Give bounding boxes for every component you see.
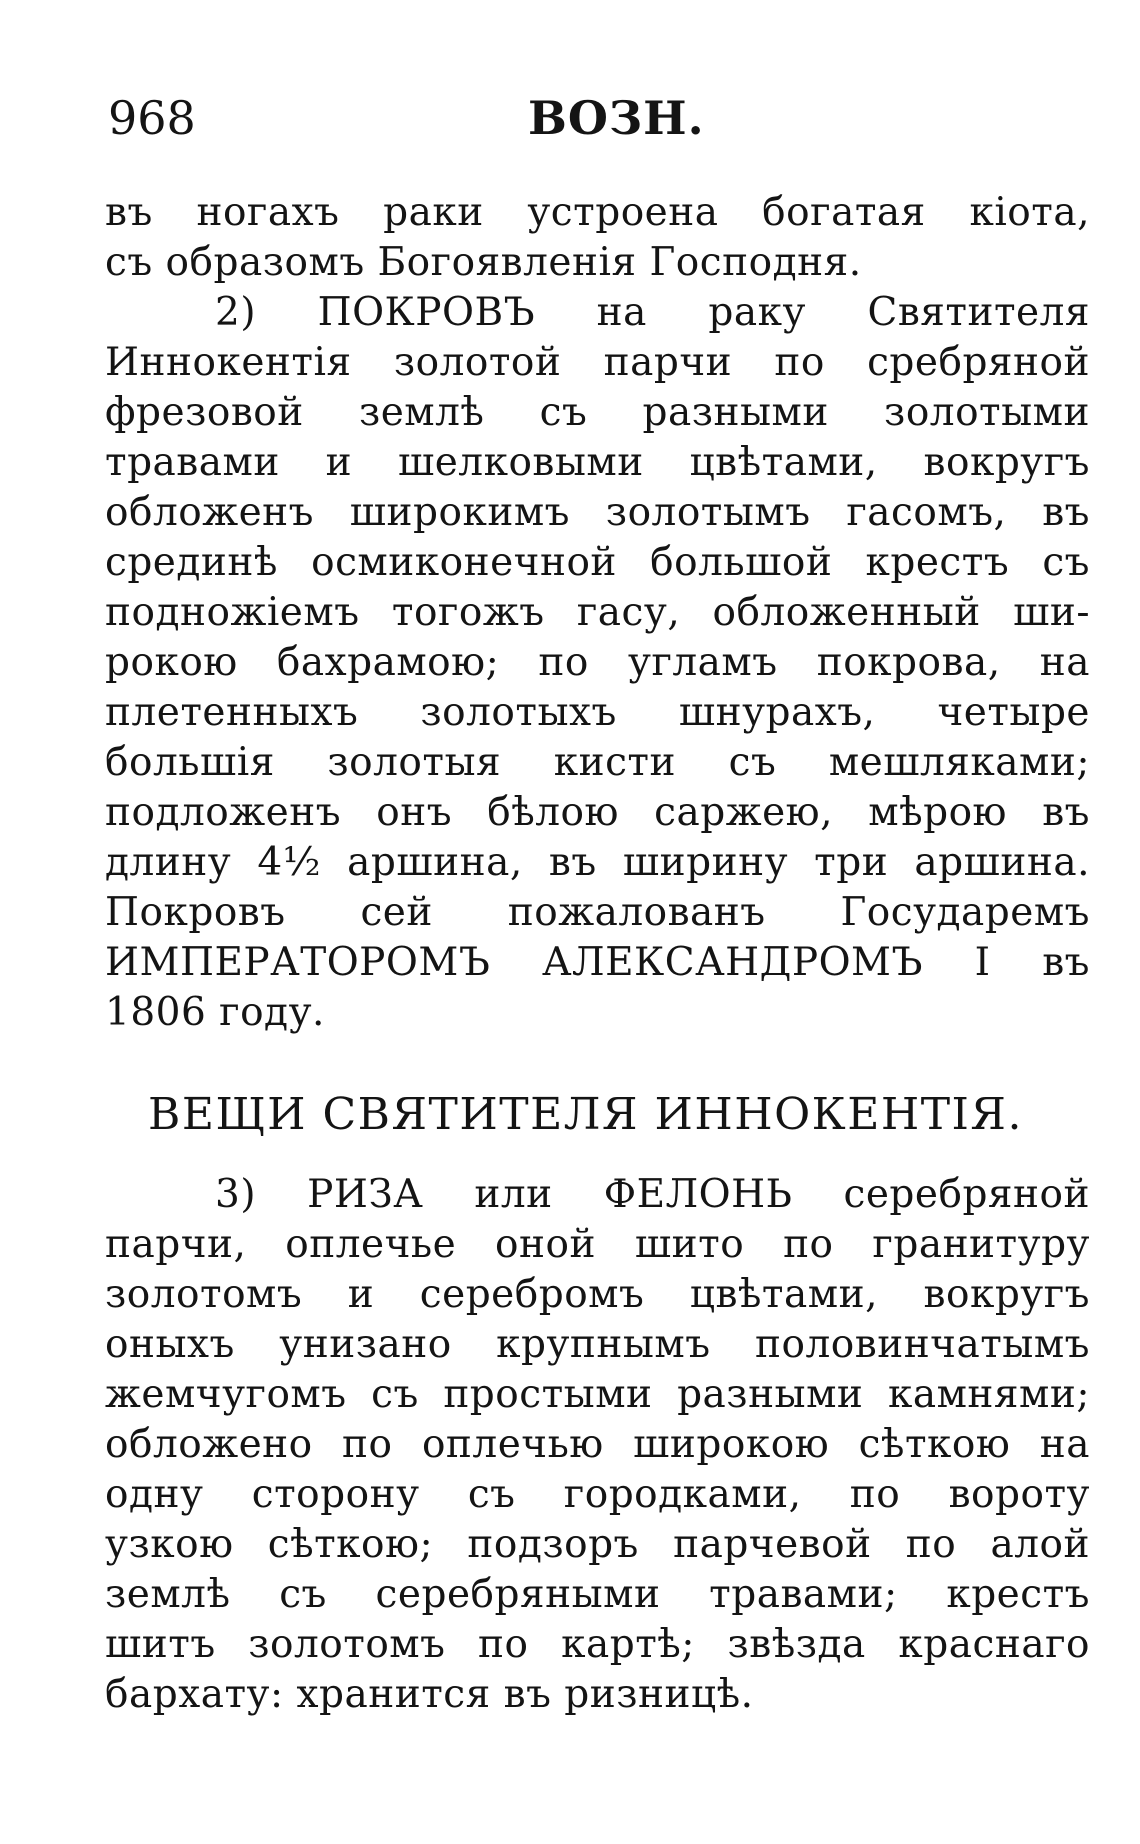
text-line: ИМПЕРАТОРОМЪ АЛЕКСАНДРОМЪ I въ [105, 940, 1090, 985]
text-line: землѣ съ серебряными травами; крестъ [105, 1572, 1090, 1617]
text-line: шитъ золотомъ по картѣ; звѣзда краснаго [105, 1622, 1090, 1667]
entry-text-block-1 [105, 188, 1090, 1038]
text-line: бархату: хранится въ ризницѣ. [105, 1672, 754, 1717]
text-line: жемчугомъ съ простыми разными камнями; [105, 1372, 1090, 1417]
text-line: 3) РИЗА или ФЕЛОНЬ серебряной [215, 1172, 1090, 1217]
text-line: 2) ПОКРОВЪ на раку Святителя [215, 290, 1090, 335]
entry-text-block-2 [105, 1170, 1090, 1720]
text-line: обложенъ широкимъ золотымъ гасомъ, въ [105, 490, 1090, 535]
section-heading: ВЕЩИ СВЯТИТЕЛЯ ИННОКЕНТІЯ. [148, 1089, 1023, 1140]
text-line: подножіемъ тогожъ гасу, обложенный ши- [105, 590, 1090, 635]
text-line: Покровъ сей пожалованъ Государемъ [105, 890, 1090, 935]
text-line: плетенныхъ золотыхъ шнурахъ, четыре [105, 690, 1090, 735]
text-line: длину 4½ аршина, въ ширину три аршина. [105, 840, 1090, 885]
text-line: узкою сѣткою; подзоръ парчевой по алой [105, 1522, 1090, 1567]
text-line: одну сторону съ городками, по вороту [105, 1472, 1090, 1517]
running-head: ВОЗН. [528, 91, 705, 145]
text-line: съ образомъ Богоявленія Господня. [105, 240, 862, 285]
text-line: подложенъ онъ бѣлою саржею, мѣрою въ [105, 790, 1090, 835]
text-line: золотомъ и серебромъ цвѣтами, вокругъ [105, 1272, 1090, 1317]
text-line: травами и шелковыми цвѣтами, вокругъ [105, 440, 1090, 485]
text-line: въ ногахъ раки устроена богатая кіота, [105, 190, 1090, 235]
text-line: рокою бахрамою; по угламъ покрова, на [105, 640, 1090, 685]
text-line: срединѣ осмиконечной большой крестъ съ [105, 540, 1090, 585]
text-line: большія золотыя кисти съ мешляками; [105, 740, 1090, 785]
text-line: Иннокентія золотой парчи по сребряной [105, 340, 1090, 385]
page-number: 968 [108, 91, 196, 145]
text-line: парчи, оплечье оной шито по гранитуру [105, 1222, 1090, 1267]
text-line: обложено по оплечью широкою сѣткою на [105, 1422, 1090, 1467]
page-header [108, 88, 1038, 148]
text-line: 1806 году. [105, 990, 325, 1035]
text-line: оныхъ унизано крупнымъ половинчатымъ [105, 1322, 1090, 1367]
text-line: фрезовой землѣ съ разными золотыми [105, 390, 1090, 435]
